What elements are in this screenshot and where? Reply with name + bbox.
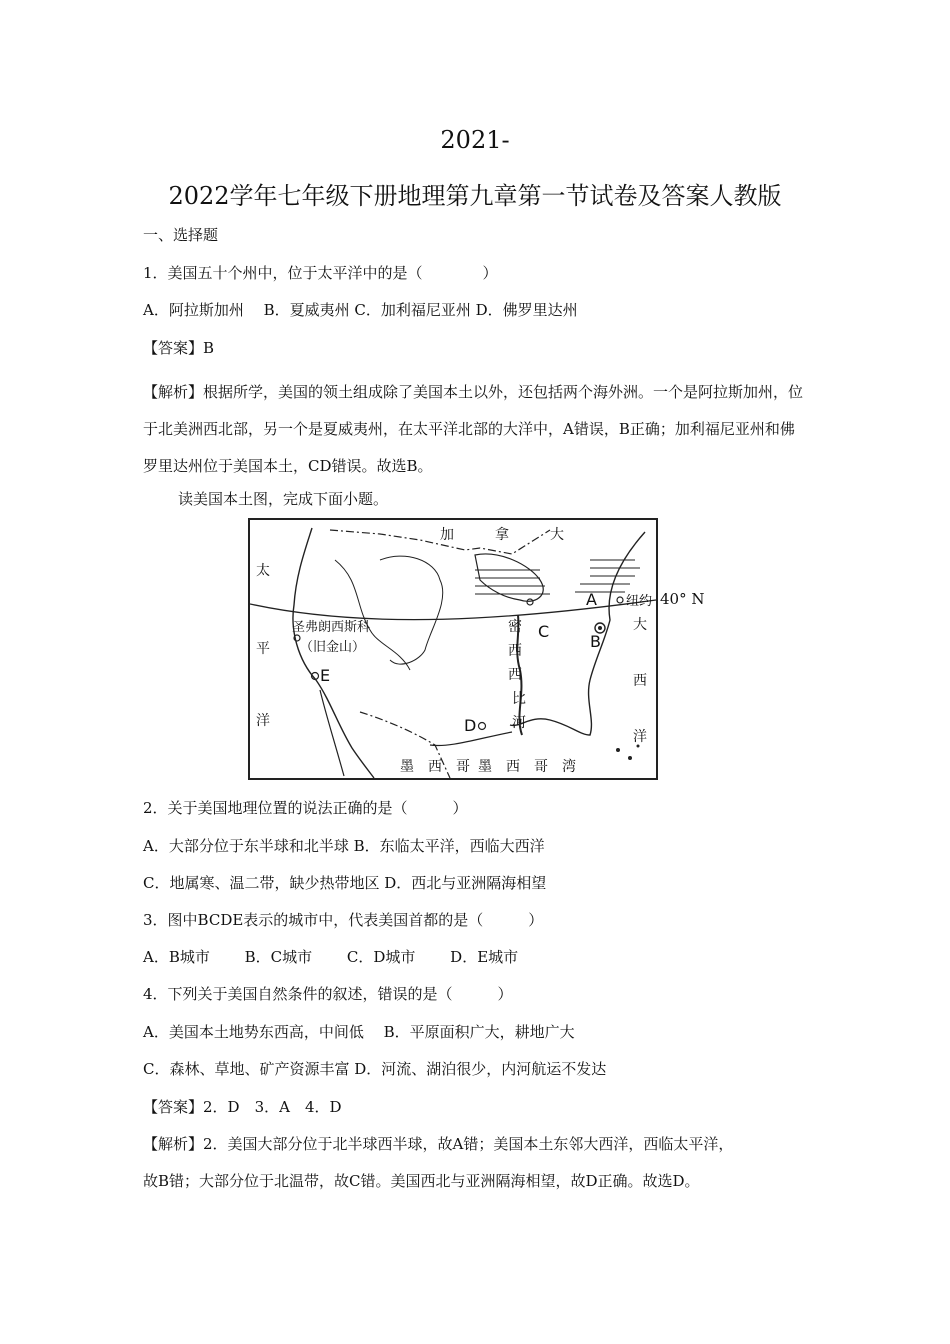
map-label-pacific-1: 太 [256, 563, 270, 579]
q1-analysis: 【解析】根据所学，美国的领土组成除了美国本土以外，还包括两个海外洲。一个是阿拉斯加州，位于北美洲西北部，另一个是夏威夷州，在太平洋北部的大洋中，A错误，B正确；加利福尼亚州和佛罗里达州位于美国本土，CD错误。故选B。 [143, 383, 804, 475]
map-label-san-francisco: 圣弗朗西斯科 [292, 620, 371, 635]
map-point-a: A [586, 590, 597, 609]
q3-options: A．B城市 B．C城市 C．D城市 D．E城市 [143, 948, 519, 966]
map-label-pacific-3: 洋 [256, 713, 270, 729]
map-label-mississippi-1: 密 [508, 619, 522, 635]
map-point-c: C [538, 622, 550, 641]
map-label-gulf-of-mexico: 墨 西 哥 湾 [478, 759, 576, 775]
map-label-pacific-2: 平 [256, 641, 270, 657]
q2-options-ab: A．大部分位于东半球和北半球 B．东临太平洋，西临大西洋 [143, 837, 545, 855]
map-label-new-york: 纽约 [626, 594, 653, 609]
usa-map [248, 518, 658, 780]
q4-stem: 4．下列关于美国自然条件的叙述，错误的是（ ） [143, 985, 513, 1003]
map-point-e: E [320, 666, 331, 685]
q1-stem: 1．美国五十个州中，位于太平洋中的是（ ） [143, 264, 498, 282]
section-heading: 一、选择题 [143, 226, 219, 244]
q1-options: A．阿拉斯加州 B．夏威夷州 C．加利福尼亚州 D．佛罗里达州 [143, 301, 578, 319]
map-label-atlantic-3: 洋 [633, 729, 647, 745]
answers-2-4: 【答案】2．D 3．A 4．D [143, 1098, 342, 1116]
q2-stem: 2．关于美国地理位置的说法正确的是（ ） [143, 799, 468, 817]
q3-stem: 3．图中BCDE表示的城市中，代表美国首都的是（ ） [143, 911, 544, 929]
analysis-2-line-1: 【解析】2．美国大部分位于北半球西半球，故A错；美国本土东邻大西洋，西临太平洋， [143, 1135, 734, 1153]
q4-options-ab: A．美国本土地势东西高，中间低 B．平原面积广大，耕地广大 [143, 1023, 575, 1041]
map-label-mississippi-2: 西 [508, 643, 522, 659]
title-line-2: 2022学年七年级下册地理第九章第一节试卷及答案人教版 [168, 182, 782, 210]
map-label-old-gold: （旧金山） [300, 640, 366, 655]
map-intro: 读美国本土图，完成下面小题。 [178, 490, 389, 508]
map-label-canada-2: 拿 [495, 527, 509, 543]
q4-options-cd: C．森林、草地、矿产资源丰富 D．河流、湖泊很少，内河航运不发达 [143, 1060, 607, 1078]
map-point-d: D [464, 716, 477, 735]
map-label-mississippi-5: 河 [512, 715, 526, 731]
map-label-latitude: 40° N [660, 590, 705, 608]
map-label-atlantic-2: 西 [633, 673, 647, 689]
title-line-1: 2021- [440, 126, 510, 154]
map-label-atlantic-1: 大 [633, 617, 647, 633]
map-point-b: B [590, 632, 601, 651]
q2-options-cd: C．地属寒、温二带，缺少热带地区 D．西北与亚洲隔海相望 [143, 874, 547, 892]
map-label-canada-3: 大 [550, 527, 564, 543]
map-label-canada-1: 加 [440, 527, 454, 543]
map-label-mississippi-4: 比 [512, 691, 526, 707]
analysis-2-line-2: 故B错；大部分位于北温带，故C错。美国西北与亚洲隔海相望，故D正确。故选D。 [143, 1172, 700, 1190]
map-label-mississippi-3: 西 [508, 667, 522, 683]
q1-answer: 【答案】B [143, 339, 215, 357]
map-label-mexico: 墨 西 哥 [400, 759, 470, 775]
